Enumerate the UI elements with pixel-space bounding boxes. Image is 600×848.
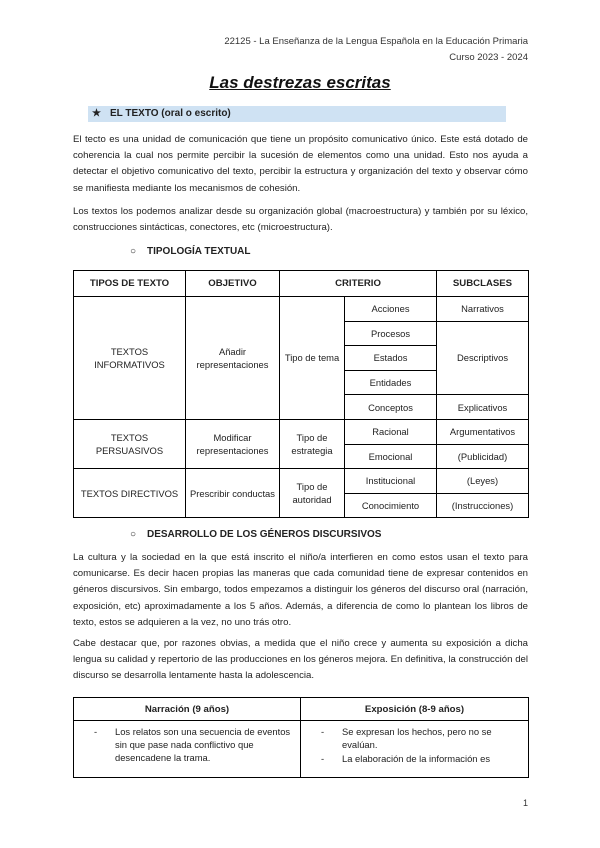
list-item-text: Los relatos son una secuencia de eventos sin que pase nada conflictivo que desencadene la trama.	[115, 726, 291, 763]
table-header-cell: Exposición (8-9 años)	[301, 698, 529, 721]
subclass-cell: (Publicidad)	[437, 444, 529, 469]
objective-cell: Prescribir conductas	[186, 469, 280, 518]
list-item	[301, 725, 528, 751]
paragraph-analysis: Los textos los podemos analizar desde su organización global (macroestructura) y también por su léxico, construcciones sintácticas, conectores, etc (microestructura).	[73, 206, 528, 234]
page-number: 1	[522, 798, 528, 808]
criterion-item-cell: Conceptos	[345, 395, 437, 420]
subclass-cell: Descriptivos	[437, 321, 529, 395]
subheading-tipologia	[130, 245, 251, 259]
subheading-desarrollo	[130, 528, 381, 542]
list-item	[74, 725, 300, 764]
table-header-cell: Narración (9 años)	[74, 698, 301, 721]
list-item-text: La elaboración de la información es	[342, 753, 491, 764]
section-heading-el-texto	[88, 106, 506, 122]
course-header-line2: Curso 2023 - 2024	[449, 52, 528, 63]
course-header-line1: 22125 - La Enseñanza de la Lengua Española en la Educación Primaria	[224, 36, 528, 47]
objective-cell: Añadir representaciones	[186, 297, 280, 420]
dash-bullet: -	[321, 726, 325, 737]
table-row	[74, 297, 529, 322]
table-row	[74, 419, 529, 444]
criterion-item-cell: Acciones	[345, 297, 437, 322]
subclass-cell: Narrativos	[437, 297, 529, 322]
criterion-item-cell: Conocimiento	[345, 493, 437, 518]
paragraph-culture: La cultura y la sociedad en la que está inscrito el niño/a interfieren en como estos usan el texto para comunicarse. Es decir hacen propias las maneras que cada comunidad tiene de expresar contenidos en géneros discursivos. Sin embargo, todos empezamos a distinguir los géneros del discurso oral (narración, exposición, etc) aproximadamente a los 5 años. Además, a diferencia de como lo plantean los libros de texto, estos se adquieren a la vez, no uno trás otro.	[73, 552, 528, 628]
dash-bullet: -	[321, 753, 325, 764]
subclass-cell: (Leyes)	[437, 469, 529, 494]
subclass-cell: (Instrucciones)	[437, 493, 529, 518]
table-header-cell: SUBCLASES	[437, 271, 529, 297]
criterion-item-cell: Racional	[345, 419, 437, 444]
dash-bullet: -	[94, 726, 98, 737]
exposition-cell	[301, 721, 529, 778]
type-cell: TEXTOS PERSUASIVOS	[74, 419, 186, 468]
star-bullet-icon: ★	[92, 108, 101, 119]
criterion-cell: Tipo de autoridad	[280, 469, 345, 518]
criterion-item-cell: Emocional	[345, 444, 437, 469]
subheading-label: DESARROLLO DE LOS GÉNEROS DISCURSIVOS	[147, 529, 382, 540]
objective-cell: Modificar representaciones	[186, 419, 280, 468]
circle-bullet-icon: ○	[130, 529, 137, 540]
subheading-label: TIPOLOGÍA TEXTUAL	[147, 246, 251, 257]
table-header-row	[74, 698, 529, 721]
criterion-cell: Tipo de estrategia	[280, 419, 345, 468]
criterion-cell: Tipo de tema	[280, 297, 345, 420]
table-header-cell: TIPOS DE TEXTO	[74, 271, 186, 297]
type-cell: TEXTOS INFORMATIVOS	[74, 297, 186, 420]
page-title: Las destrezas escritas	[209, 73, 391, 92]
list-item-text: Se expresan los hechos, pero no se evalúan.	[342, 726, 492, 750]
circle-bullet-icon: ○	[130, 246, 137, 257]
subclass-cell: Argumentativos	[437, 419, 529, 444]
paragraph-definition: El tecto es una unidad de comunicación que tiene un propósito comunicativo único. Este está dotado de coherencia la cual nos permite percibir la sucesión de elementos como una unidad. Esto nos ayuda a detectar el objetivo comunicativo del texto, percibir la estructura y organización del texto y observar cómo se manifiesta mediante los mecanismos de cohesión.	[73, 134, 528, 194]
section-heading-label: EL TEXTO (oral o escrito)	[110, 108, 231, 119]
typology-table	[73, 270, 529, 518]
table-header-cell: CRITERIO	[280, 271, 437, 297]
narration-cell	[74, 721, 301, 778]
list-item	[301, 752, 528, 765]
criterion-item-cell: Entidades	[345, 370, 437, 395]
criterion-item-cell: Procesos	[345, 321, 437, 346]
table-header-row	[74, 271, 529, 297]
genres-table	[73, 697, 529, 778]
table-row	[74, 469, 529, 494]
table-header-cell: OBJETIVO	[186, 271, 280, 297]
subclass-cell: Explicativos	[437, 395, 529, 420]
criterion-item-cell: Institucional	[345, 469, 437, 494]
type-cell: TEXTOS DIRECTIVOS	[74, 469, 186, 518]
paragraph-exposure: Cabe destacar que, por razones obvias, a medida que el niño crece y aumenta su exposición a dicha lengua su calidad y repertorio de las producciones en los géneros mejora. En definitiva, la construcción del discurso se desarrolla lentamente hasta la adolescencia.	[73, 638, 528, 682]
criterion-item-cell: Estados	[345, 346, 437, 371]
table-row	[74, 721, 529, 778]
